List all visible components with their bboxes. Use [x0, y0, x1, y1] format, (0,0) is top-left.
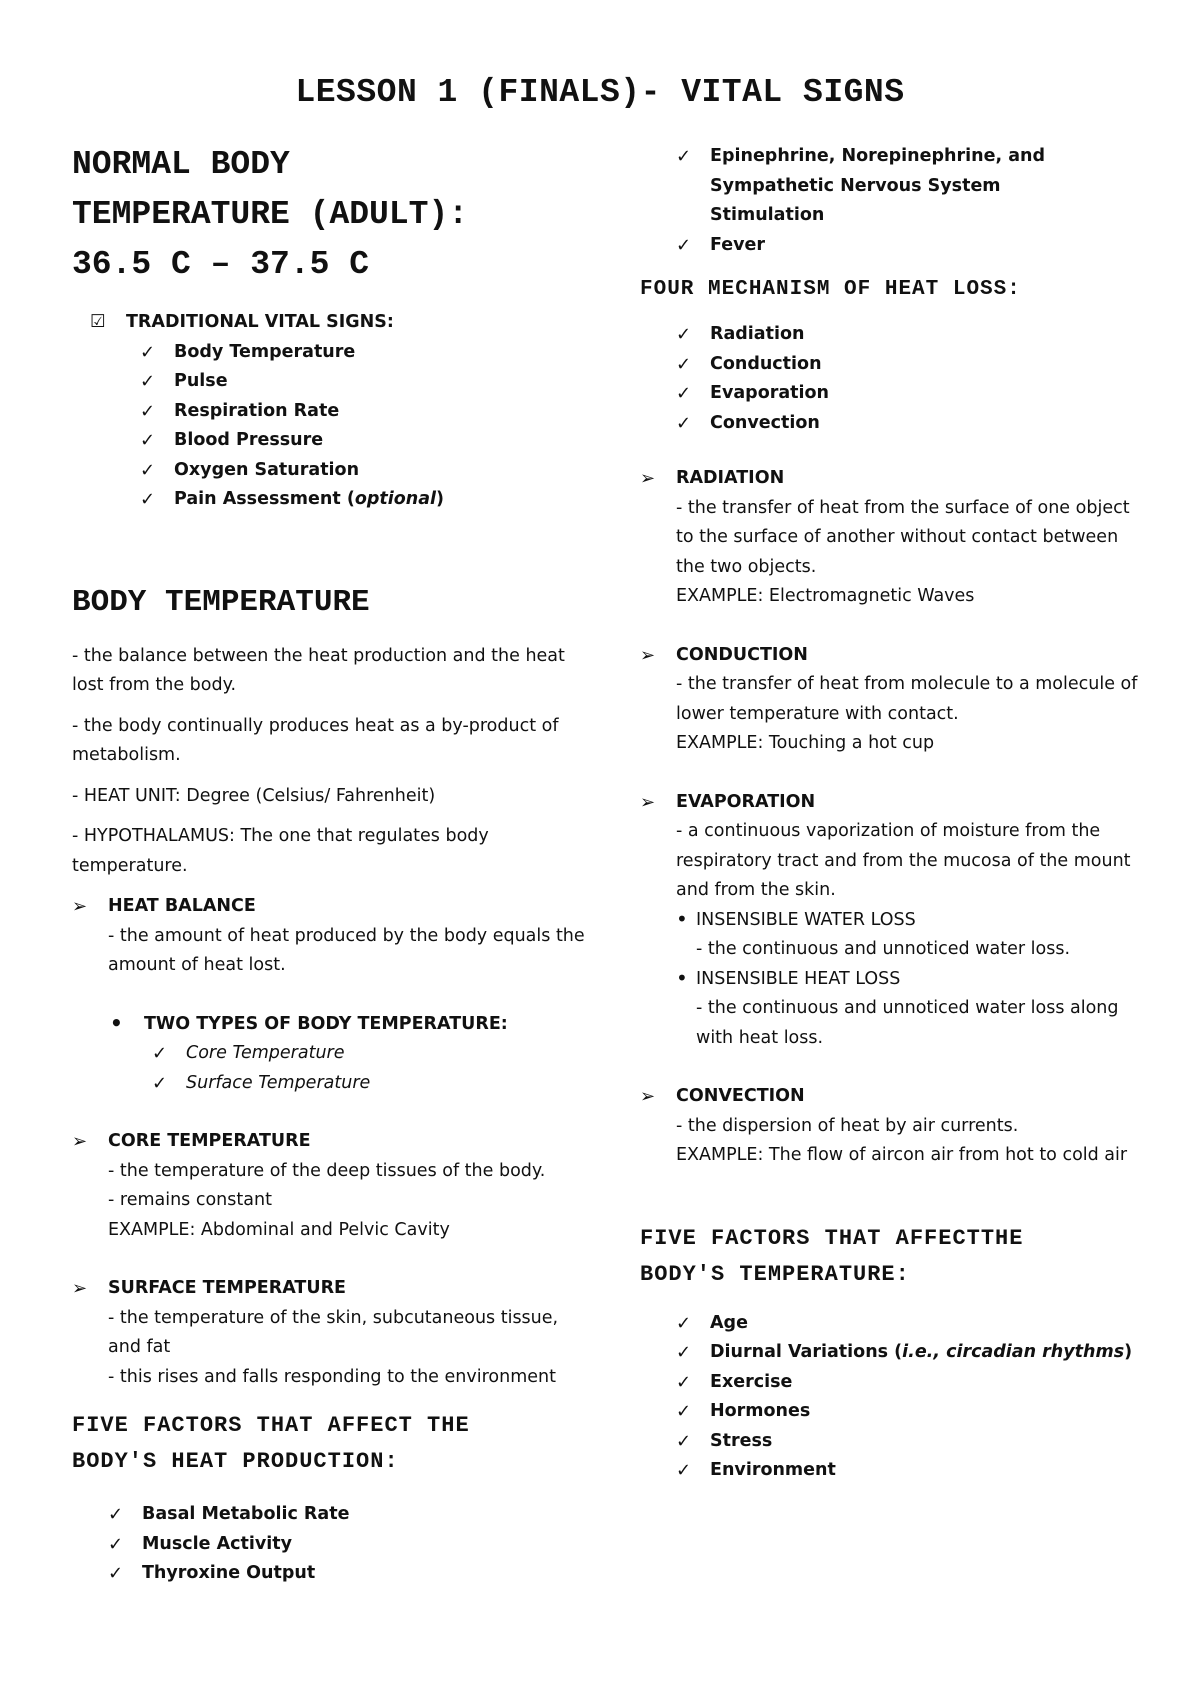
bullet-icon: • [676, 965, 688, 990]
factors-heading-line2: BODY'S HEAT PRODUCTION: [72, 1449, 399, 1474]
check-icon: ✓ [108, 1563, 124, 1584]
evaporation-text: - a continuous vaporization of moisture from the respiratory tract and from the mucosa of the mount and from the skin. [676, 821, 1131, 900]
heat-balance-text: - the amount of heat produced by the body equals the amount of heat lost. [108, 925, 585, 975]
temp-factors-heading-line1: FIVE FACTORS THAT AFFECTTHE [640, 1225, 1024, 1251]
list-item [676, 1397, 1140, 1427]
check-icon: ✓ [140, 400, 156, 422]
factor-text: Age [710, 1312, 748, 1333]
check-icon: ✓ [108, 1533, 124, 1555]
check-icon: ✓ [676, 1342, 692, 1363]
factor-text: Fever [710, 234, 766, 255]
two-types-list [152, 1039, 592, 1098]
arrow-bullet-icon: ➢ [640, 644, 656, 666]
check-icon: ✓ [676, 324, 692, 345]
list-item [140, 456, 592, 486]
temp-factors-heading-line2: BODY'S TEMPERATURE: [640, 1261, 910, 1287]
check-icon: ✓ [140, 341, 156, 363]
list-item [676, 409, 1140, 439]
bullet-icon: • [110, 1010, 123, 1035]
normal-temp-range: 36.5 C – 37.5 C [72, 246, 370, 283]
factor-text: Epinephrine, Norepinephrine, and Sympathetic Nervous System Stimulation [710, 146, 1045, 225]
list-item [676, 1338, 1140, 1368]
vital-sign-text: Body Temperature [174, 341, 356, 362]
insensible-water-title: INSENSIBLE WATER LOSS [696, 909, 916, 930]
bullet-icon: • [676, 906, 688, 931]
list-item [676, 1427, 1140, 1457]
pain-suffix: ) [436, 489, 445, 509]
surface-line: - this rises and falls responding to the environment [108, 1366, 556, 1387]
heat-balance-section [72, 892, 592, 981]
vital-sign-text: Pulse [174, 371, 228, 391]
body-temp-definitions [72, 642, 592, 882]
arrow-bullet-icon: ➢ [640, 468, 656, 489]
heat-production-factors-list [108, 1500, 592, 1589]
vital-sign-text: Oxygen Saturation [174, 459, 360, 480]
convection-title: CONVECTION [676, 1086, 805, 1106]
check-icon: ✓ [676, 146, 692, 167]
factor-text: Stress [710, 1430, 773, 1451]
check-icon: ✓ [152, 1072, 168, 1094]
factor-text: Muscle Activity [142, 1533, 293, 1554]
list-item [676, 320, 1140, 350]
arrow-bullet-icon: ➢ [72, 896, 88, 917]
convection-text: - the dispersion of heat by air currents. [676, 1115, 1019, 1136]
list-item [140, 338, 592, 368]
list-item [108, 1559, 592, 1589]
two-types-text: TWO TYPES OF BODY TEMPERATURE: [144, 1013, 508, 1034]
paragraph: - the balance between the heat production and the heat lost from the body. [72, 645, 565, 695]
factor-text: Basal Metabolic Rate [142, 1504, 350, 1524]
left-column [72, 140, 592, 1589]
normal-temp-heading-line1: NORMAL BODY [72, 146, 290, 183]
type-text: Core Temperature [186, 1043, 345, 1063]
factor-text: Exercise [710, 1371, 793, 1392]
check-icon: ✓ [140, 489, 156, 510]
surface-title: SURFACE TEMPERATURE [108, 1278, 346, 1298]
check-icon: ✓ [676, 353, 692, 375]
arrow-bullet-icon: ➢ [640, 791, 656, 813]
arrow-bullet-icon: ➢ [72, 1278, 88, 1299]
factors-heading-line1: FIVE FACTORS THAT AFFECT THE [72, 1413, 470, 1438]
check-icon: ✓ [676, 1430, 692, 1452]
insensible-water-text: - the continuous and unnoticed water loss. [696, 939, 1071, 959]
list-item [676, 1309, 1140, 1339]
heat-loss-heading: FOUR MECHANISM OF HEAT LOSS: [640, 278, 1021, 301]
pain-italic: optional [354, 489, 437, 509]
type-text: Surface Temperature [186, 1072, 371, 1093]
arrow-bullet-icon: ➢ [640, 1086, 656, 1107]
body-temperature-heading: BODY TEMPERATURE [72, 584, 370, 620]
insensible-heat-text: - the continuous and unnoticed water loss along with heat loss. [696, 998, 1119, 1048]
check-icon: ✓ [140, 371, 156, 392]
list-item [676, 1368, 1140, 1398]
core-temperature-section [72, 1127, 592, 1245]
radiation-section [640, 464, 1140, 612]
radiation-example: EXAMPLE: Electromagnetic Waves [676, 586, 975, 606]
check-icon: ✓ [108, 1504, 124, 1525]
list-item [108, 1530, 592, 1560]
conduction-text: - the transfer of heat from molecule to a molecule of lower temperature with contact. [676, 674, 1138, 724]
factor-text: Environment [710, 1460, 836, 1480]
surface-line: - the temperature of the skin, subcutaneous tissue, and fat [108, 1307, 559, 1357]
diurnal-prefix: Diurnal Variations ( [710, 1342, 903, 1362]
pain-prefix: Pain Assessment ( [174, 489, 355, 509]
check-icon: ✓ [140, 459, 156, 481]
check-icon: ✓ [676, 412, 692, 434]
traditional-label-text: TRADITIONAL VITAL SIGNS: [126, 312, 394, 332]
check-icon: ✓ [676, 383, 692, 404]
heat-production-factors-continued [676, 142, 1076, 260]
body-temperature-factors-heading [640, 1221, 1140, 1293]
radiation-text: - the transfer of heat from the surface of one object to the surface of another without contact between the two objects. [676, 497, 1130, 577]
mechanism-text: Conduction [710, 353, 822, 374]
check-icon: ✓ [676, 1401, 692, 1422]
list-item [152, 1039, 592, 1069]
conduction-example: EXAMPLE: Touching a hot cup [676, 733, 935, 753]
check-icon: ✓ [676, 1312, 692, 1334]
mechanism-text: Convection [710, 412, 820, 433]
core-line: EXAMPLE: Abdominal and Pelvic Cavity [108, 1219, 450, 1240]
check-icon: ✓ [152, 1043, 168, 1064]
list-item [676, 231, 1076, 261]
list-item [108, 1500, 592, 1530]
core-line: - the temperature of the deep tissues of the body. [108, 1160, 546, 1181]
vital-sign-text: Blood Pressure [174, 430, 324, 450]
traditional-vital-signs-label [90, 308, 592, 338]
check-icon: ✓ [676, 1371, 692, 1393]
insensible-heat-loss [676, 965, 1140, 1054]
factor-text: Thyroxine Output [142, 1563, 316, 1583]
check-icon: ✓ [676, 1460, 692, 1481]
evaporation-title: EVAPORATION [676, 791, 816, 812]
paragraph: - HEAT UNIT: Degree (Celsius/ Fahrenheit) [72, 785, 436, 806]
check-icon: ✓ [140, 430, 156, 451]
convection-section [640, 1082, 1140, 1171]
heat-production-factors-heading [72, 1408, 592, 1480]
arrow-bullet-icon: ➢ [72, 1131, 88, 1152]
heat-balance-title: HEAT BALANCE [108, 896, 256, 916]
radiation-title: RADIATION [676, 468, 785, 488]
core-line: - remains constant [108, 1190, 272, 1210]
list-item [140, 397, 592, 427]
paragraph: - the body continually produces heat as a by-product of metabolism. [72, 715, 559, 765]
factor-text: Hormones [710, 1401, 811, 1421]
list-item [676, 1456, 1140, 1486]
body-temperature-factors-list [676, 1309, 1140, 1486]
check-icon: ✓ [676, 234, 692, 256]
vital-signs-list [140, 338, 592, 515]
conduction-section [640, 641, 1140, 759]
diurnal-italic: i.e., circadian rhythms [902, 1342, 1125, 1362]
list-item [676, 142, 1076, 231]
checkbox-icon: ☑ [90, 312, 106, 332]
diurnal-suffix: ) [1124, 1342, 1133, 1362]
heat-loss-list [676, 320, 1140, 438]
evaporation-section [640, 788, 1140, 1054]
normal-temp-heading-line2: TEMPERATURE (ADULT): [72, 196, 469, 233]
two-types-label [108, 1010, 592, 1040]
paragraph: - HYPOTHALAMUS: The one that regulates body temperature. [72, 826, 489, 876]
list-item [140, 426, 592, 456]
list-item [676, 379, 1140, 409]
list-item [140, 485, 592, 515]
list-item [140, 367, 592, 397]
core-title: CORE TEMPERATURE [108, 1131, 311, 1151]
surface-temperature-section [72, 1274, 592, 1392]
convection-example: EXAMPLE: The flow of aircon air from hot to cold air [676, 1145, 1128, 1165]
list-item [676, 350, 1140, 380]
conduction-title: CONDUCTION [676, 644, 808, 665]
page-title: LESSON 1 (FINALS)- VITAL SIGNS [295, 74, 905, 111]
list-item [152, 1069, 592, 1099]
insensible-heat-title: INSENSIBLE HEAT LOSS [696, 968, 901, 989]
right-column [640, 142, 1140, 1486]
mechanism-text: Radiation [710, 324, 805, 344]
normal-temp-heading [72, 140, 592, 290]
insensible-water-loss [676, 906, 1140, 965]
mechanism-text: Evaporation [710, 383, 830, 403]
vital-sign-text: Respiration Rate [174, 400, 340, 421]
